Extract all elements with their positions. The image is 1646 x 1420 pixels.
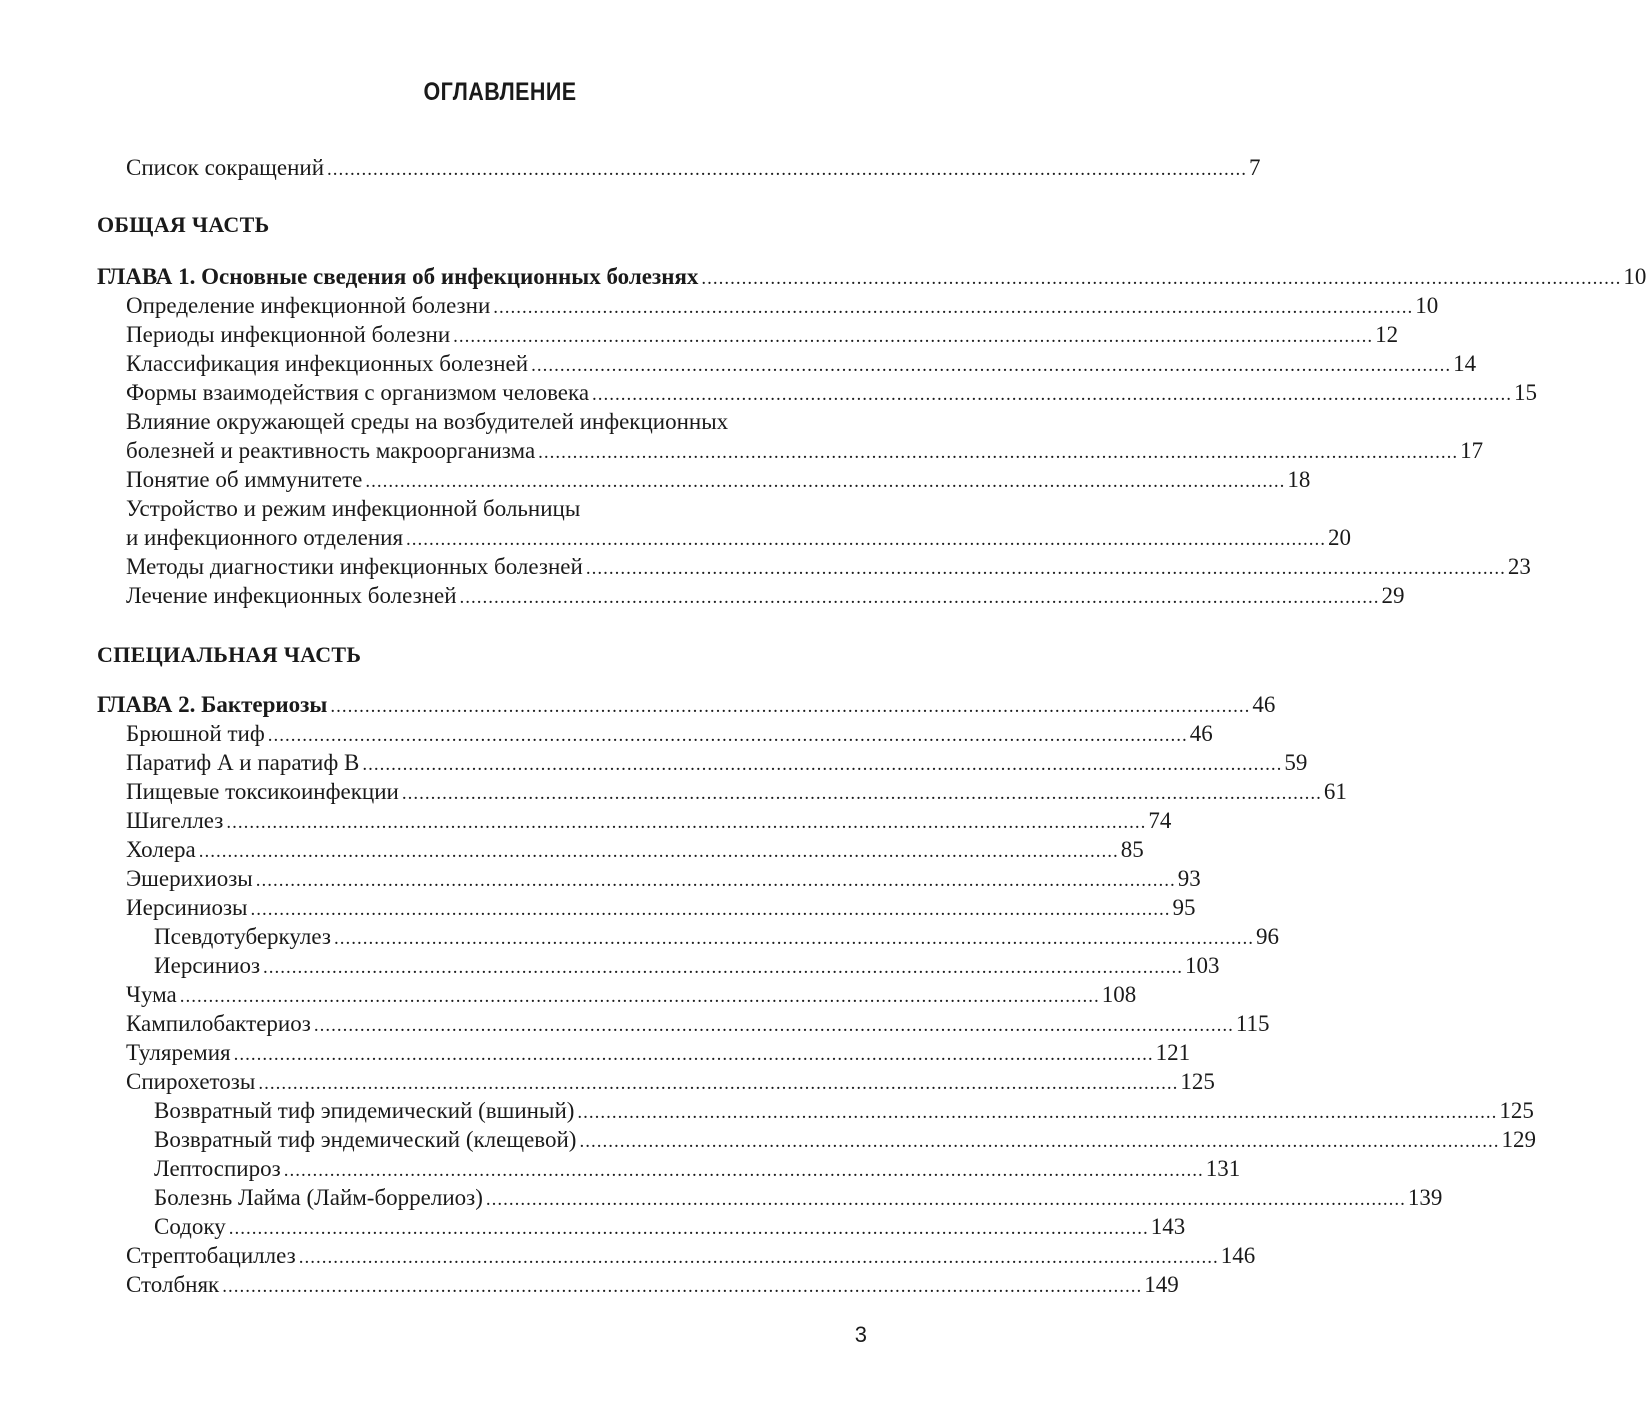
entry-page: 131 bbox=[1205, 1156, 1241, 1181]
chapter-page: 46 bbox=[1252, 692, 1276, 717]
entry-label: Туляремия bbox=[126, 1040, 231, 1065]
entry-label: Периоды инфекционной болезни bbox=[126, 322, 451, 347]
entry-label: Влияние окружающей среды на возбудителей инфекционных bbox=[126, 409, 729, 434]
entry-page: 23 bbox=[1507, 554, 1531, 579]
leader-dots: ................................................................................................................................................................ bbox=[228, 1218, 1149, 1239]
toc-subentry[interactable] bbox=[154, 1183, 1443, 1213]
entry-label: Столбняк bbox=[126, 1272, 220, 1297]
entry-label: Лептоспироз bbox=[154, 1156, 281, 1181]
entry-label: Иерсиниозы bbox=[126, 895, 248, 920]
entry-page: 143 bbox=[1150, 1214, 1186, 1239]
toc-entry[interactable] bbox=[126, 291, 1439, 321]
toc-chapter-1[interactable] bbox=[97, 262, 1646, 292]
toc-subentry[interactable] bbox=[154, 1125, 1536, 1155]
toc-entry[interactable] bbox=[126, 378, 1538, 408]
entry-page: 93 bbox=[1177, 866, 1201, 891]
entry-page: 115 bbox=[1235, 1011, 1270, 1036]
toc-chapter-2[interactable] bbox=[97, 690, 1276, 720]
toc-entry[interactable] bbox=[126, 835, 1144, 865]
toc-entry[interactable] bbox=[126, 806, 1172, 836]
leader-dots: ................................................................................................................................................................ bbox=[493, 297, 1414, 318]
leader-dots: ................................................................................................................................................................ bbox=[198, 841, 1119, 862]
leader-dots: ................................................................................................................................................................ bbox=[283, 1160, 1204, 1181]
entry-label: Классификация инфекционных болезней bbox=[126, 351, 529, 376]
entry-page: 129 bbox=[1501, 1127, 1536, 1152]
entry-page: 108 bbox=[1101, 982, 1137, 1007]
leader-dots: ................................................................................................................................................................ bbox=[267, 725, 1188, 746]
toc-entry[interactable] bbox=[126, 980, 1137, 1010]
leader-dots: ................................................................................................................................................................ bbox=[327, 159, 1248, 180]
toc-entry[interactable] bbox=[126, 1241, 1256, 1271]
entry-page: 7 bbox=[1249, 155, 1261, 180]
leader-dots: ................................................................................................................................................................ bbox=[362, 754, 1283, 775]
section-heading-special: СПЕЦИАЛЬНАЯ ЧАСТЬ bbox=[97, 642, 362, 667]
leader-dots: ................................................................................................................................................................ bbox=[579, 1131, 1500, 1152]
toc-entry[interactable] bbox=[126, 864, 1201, 894]
toc-entry[interactable] bbox=[126, 719, 1213, 749]
entry-label: Лечение инфекционных болезней bbox=[126, 583, 457, 608]
toc-entry[interactable] bbox=[126, 748, 1308, 778]
entry-label: Стрептобациллез bbox=[126, 1243, 296, 1268]
entry-page: 17 bbox=[1460, 438, 1484, 463]
entry-page: 95 bbox=[1172, 895, 1196, 920]
toc-entry[interactable] bbox=[126, 893, 1196, 923]
leader-dots: ................................................................................................................................................................ bbox=[250, 899, 1171, 920]
entry-page: 10 bbox=[1415, 293, 1439, 318]
entry-page: 18 bbox=[1287, 467, 1311, 492]
entry-label: Спирохетозы bbox=[126, 1069, 256, 1094]
entry-label: Чума bbox=[126, 982, 177, 1007]
entry-label: Возвратный тиф эпидемический (вшиный) bbox=[154, 1098, 575, 1123]
toc-entry[interactable] bbox=[126, 1067, 1215, 1097]
toc-entry[interactable] bbox=[126, 777, 1347, 807]
toc-subentry[interactable] bbox=[154, 922, 1279, 952]
entry-page: 149 bbox=[1144, 1272, 1179, 1297]
leader-dots: ................................................................................................................................................................ bbox=[258, 1073, 1179, 1094]
entry-page: 74 bbox=[1148, 808, 1172, 833]
entry-label: Устройство и режим инфекционной больницы bbox=[126, 496, 581, 521]
leader-dots: ................................................................................................................................................................ bbox=[401, 783, 1322, 804]
entry-page: 96 bbox=[1255, 924, 1279, 949]
leader-dots: ................................................................................................................................................................ bbox=[538, 442, 1459, 463]
toc-entry[interactable] bbox=[126, 320, 1399, 350]
leader-dots: ................................................................................................................................................................ bbox=[233, 1044, 1154, 1065]
entry-page: 15 bbox=[1514, 380, 1538, 405]
entry-page: 14 bbox=[1453, 351, 1477, 376]
entry-label: Шигеллез bbox=[126, 808, 224, 833]
entry-label: Эшерихиозы bbox=[126, 866, 253, 891]
section-heading-general: ОБЩАЯ ЧАСТЬ bbox=[97, 212, 270, 237]
leader-dots: ................................................................................................................................................................ bbox=[222, 1276, 1143, 1297]
entry-page: 29 bbox=[1381, 583, 1405, 608]
leader-dots: ................................................................................................................................................................ bbox=[406, 529, 1327, 550]
toc-entry-line2[interactable] bbox=[126, 436, 1484, 466]
leader-dots: ................................................................................................................................................................ bbox=[365, 471, 1286, 492]
entry-page: 125 bbox=[1499, 1098, 1534, 1123]
page-number: 3 bbox=[854, 1322, 867, 1347]
entry-label: Брюшной тиф bbox=[126, 721, 265, 746]
leader-dots: ................................................................................................................................................................ bbox=[226, 812, 1147, 833]
entry-label: Пищевые токсикоинфекции bbox=[126, 779, 399, 804]
entry-page: 139 bbox=[1407, 1185, 1443, 1210]
leader-dots: ................................................................................................................................................................ bbox=[531, 355, 1452, 376]
chapter-page: 10 bbox=[1623, 264, 1646, 289]
leader-dots: ................................................................................................................................................................ bbox=[585, 558, 1506, 579]
leader-dots: ................................................................................................................................................................ bbox=[701, 268, 1622, 289]
chapter-title: ГЛАВА 2. Бактериозы bbox=[97, 692, 328, 717]
entry-label: Болезнь Лайма (Лайм-боррелиоз) bbox=[154, 1185, 483, 1210]
toc-entry-line2[interactable] bbox=[126, 523, 1352, 553]
entry-page: 46 bbox=[1189, 721, 1213, 746]
leader-dots: ................................................................................................................................................................ bbox=[453, 326, 1374, 347]
toc-entry[interactable] bbox=[126, 1038, 1191, 1068]
leader-dots: ................................................................................................................................................................ bbox=[330, 696, 1251, 717]
leader-dots: ................................................................................................................................................................ bbox=[255, 870, 1176, 891]
entry-label: Иерсиниоз bbox=[154, 953, 261, 978]
leader-dots: ................................................................................................................................................................ bbox=[577, 1102, 1498, 1123]
toc-entry[interactable] bbox=[126, 1009, 1270, 1039]
entry-page: 146 bbox=[1220, 1243, 1256, 1268]
entry-page: 121 bbox=[1155, 1040, 1191, 1065]
leader-dots: ................................................................................................................................................................ bbox=[179, 986, 1100, 1007]
entry-page: 125 bbox=[1180, 1069, 1215, 1094]
toc-subentry[interactable] bbox=[154, 1154, 1241, 1184]
entry-page: 59 bbox=[1284, 750, 1308, 775]
toc-entry[interactable] bbox=[126, 581, 1405, 611]
chapter-title: ГЛАВА 1. Основные сведения об инфекционных болезнях bbox=[97, 264, 699, 289]
entry-page: 61 bbox=[1323, 779, 1347, 804]
leader-dots: ................................................................................................................................................................ bbox=[485, 1189, 1406, 1210]
entry-page: 20 bbox=[1328, 525, 1352, 550]
entry-label: Паратиф А и паратиф В bbox=[126, 750, 360, 775]
toc-entry-line1[interactable] bbox=[126, 494, 866, 524]
entry-label: болезней и реактивность макроорганизма bbox=[126, 438, 536, 463]
entry-page: 85 bbox=[1120, 837, 1144, 862]
toc-entry[interactable] bbox=[126, 1270, 1179, 1300]
entry-label: и инфекционного отделения bbox=[126, 525, 404, 550]
toc-subentry[interactable] bbox=[154, 1212, 1186, 1242]
page-title: ОГЛАВЛЕНИЕ bbox=[423, 78, 577, 106]
leader-dots: ................................................................................................................................................................ bbox=[333, 928, 1254, 949]
entry-label: Определение инфекционной болезни bbox=[126, 293, 491, 318]
leader-dots: ................................................................................................................................................................ bbox=[263, 957, 1184, 978]
entry-label: Кампилобактериоз bbox=[126, 1011, 311, 1036]
toc-subentry[interactable] bbox=[154, 1096, 1534, 1126]
leader-dots: ................................................................................................................................................................ bbox=[459, 587, 1380, 608]
toc-entry-abbreviations[interactable] bbox=[126, 153, 1261, 183]
entry-page: 103 bbox=[1185, 953, 1220, 978]
toc-subentry[interactable] bbox=[154, 951, 1220, 981]
toc-entry-line1[interactable] bbox=[126, 407, 866, 437]
entry-label: Возвратный тиф эндемический (клещевой) bbox=[154, 1127, 577, 1152]
toc-entry[interactable] bbox=[126, 465, 1311, 495]
entry-label: Холера bbox=[126, 837, 196, 862]
entry-page: 12 bbox=[1375, 322, 1399, 347]
leader-dots: ................................................................................................................................................................ bbox=[298, 1247, 1219, 1268]
entry-label: Список сокращений bbox=[126, 155, 325, 180]
entry-label: Понятие об иммунитете bbox=[126, 467, 363, 492]
entry-label: Содоку bbox=[154, 1214, 226, 1239]
leader-dots: ................................................................................................................................................................ bbox=[592, 384, 1513, 405]
entry-label: Формы взаимодействия с организмом человека bbox=[126, 380, 590, 405]
entry-label: Псевдотуберкулез bbox=[154, 924, 331, 949]
toc-entry[interactable] bbox=[126, 552, 1531, 582]
toc-entry[interactable] bbox=[126, 349, 1477, 379]
leader-dots: ................................................................................................................................................................ bbox=[313, 1015, 1234, 1036]
entry-label: Методы диагностики инфекционных болезней bbox=[126, 554, 583, 579]
